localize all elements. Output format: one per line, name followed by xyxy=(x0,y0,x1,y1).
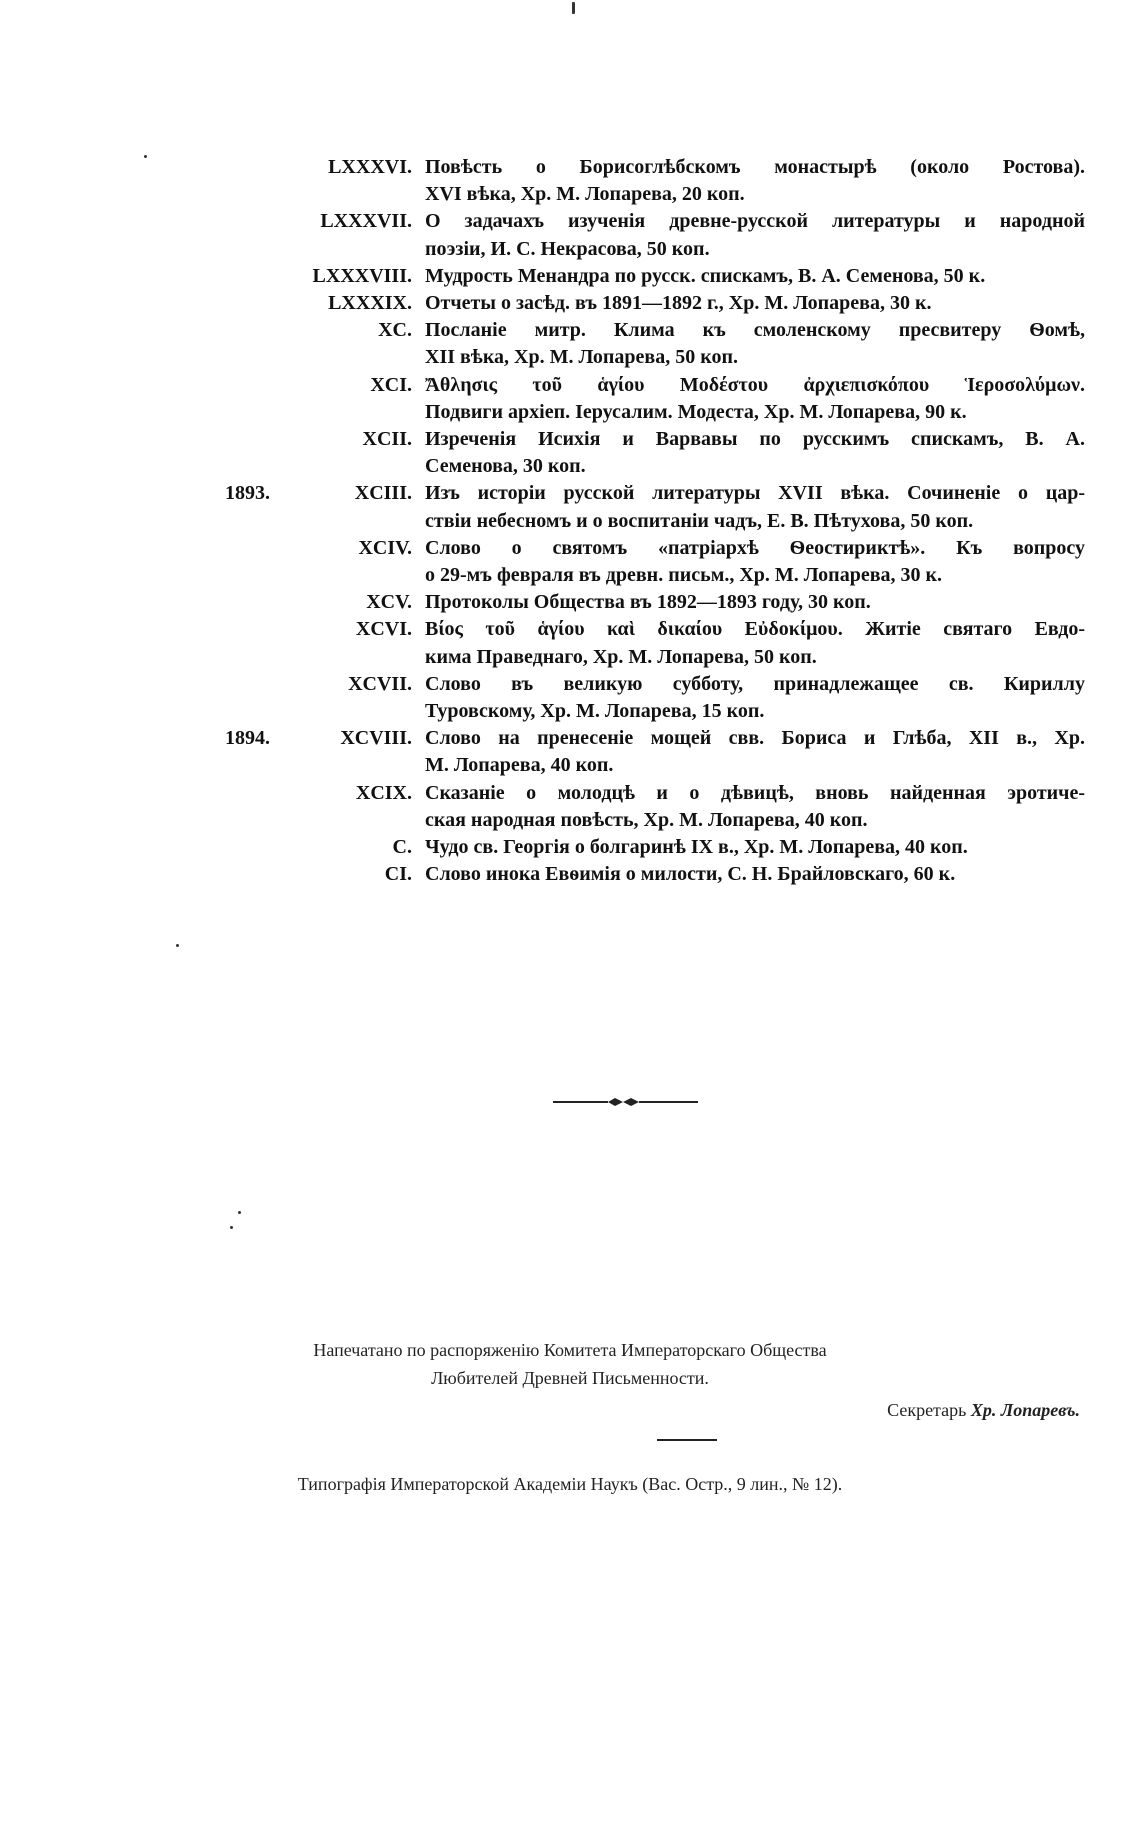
entry-text-line: Туровскому, Хр. М. Лопарева, 15 коп. xyxy=(425,699,765,722)
print-speck xyxy=(572,2,575,14)
entry-year: 1893. xyxy=(225,482,270,505)
printer-line: Типографія Императорской Академіи Наукъ (Вас. Остр., 9 лин., № 12). xyxy=(297,1474,843,1494)
entry-number: XCIII. xyxy=(354,482,412,505)
entry-text-line: Изреченія Исихія и Варвавы по русскимъ спискамъ, В. А. xyxy=(425,428,1085,450)
entry-number: XCIX. xyxy=(355,781,412,804)
entry-number: XCVII. xyxy=(348,672,412,695)
print-speck xyxy=(238,1211,241,1214)
entry-text-line: Подвиги архіеп. Іерусалим. Модеста, Хр. М. Лопарева, 90 к. xyxy=(425,400,967,423)
entry-text-line: Изъ исторіи русской литературы XVII вѣка. Сочиненіе о цар- xyxy=(425,482,1085,505)
entry-text-line: Отчеты о засѣд. въ 1891—1892 г., Хр. М. Лопарева, 30 к. xyxy=(425,292,932,314)
entry-text-line: Чудо св. Георгія о болгаринѣ IX в., Хр. М. Лопарева, 40 коп. xyxy=(425,836,968,858)
secretary-name: Хр. Лопаревъ. xyxy=(970,1400,1080,1420)
entry-number: LXXXVII. xyxy=(320,210,412,233)
entry-text-line: поэзіи, И. С. Некрасова, 50 коп. xyxy=(425,237,710,260)
entry-text-line: Сказаніе о молодцѣ и о дѣвицѣ, вновь найденная эротиче- xyxy=(425,781,1085,804)
entry-text-line: Ἄθλησις τοῦ ἁγίου Μοδέστου ἀρχιεπισκόπου Ἱεροσολύμων. xyxy=(425,373,1085,396)
entry-number: XCVIII. xyxy=(340,727,412,750)
entry-number: XCI. xyxy=(370,373,412,396)
entry-text-line: Повѣсть о Борисоглѣбскомъ монастырѣ (около Ростова). xyxy=(425,156,1085,178)
entry-number: LXXXIX. xyxy=(328,292,412,314)
entry-number: LXXXVIII. xyxy=(312,264,412,287)
entry-text-line: Посланіе митр. Клима къ смоленскому пресвитеру Ѳомѣ, xyxy=(425,319,1085,342)
secretary-label: Секретарь xyxy=(887,1400,967,1420)
entry-number: XC. xyxy=(378,319,412,342)
entry-number: CI. xyxy=(384,863,412,886)
entry-text-line: о 29-мъ февраля въ древн. письм., Хр. М. Лопарева, 30 к. xyxy=(425,563,943,586)
entry-number: XCVI. xyxy=(355,618,412,641)
secretary-signature xyxy=(887,1398,1080,1422)
entry-year: 1894. xyxy=(225,727,270,750)
entry-text-line: Слово въ великую субботу, принадлежащее св. Кириллу xyxy=(425,672,1085,695)
entry-number: LXXXVI. xyxy=(328,156,412,178)
entry-number: XCIV. xyxy=(358,536,412,559)
entry-text-line: О задачахъ изученія древне-русской литературы и народной xyxy=(425,210,1085,233)
entry-text-line: XVI вѣка, Хр. М. Лопарева, 20 коп. xyxy=(425,183,745,206)
entry-text-line: Βίος τοῦ ἁγίου καὶ δικαίου Εὐδοκίμου. Житіе святаго Евдо- xyxy=(425,618,1085,641)
entry-text-line: ская народная повѣсть, Хр. М. Лопарева, 40 коп. xyxy=(425,808,868,831)
entry-text-line: кима Праведнаго, Хр. М. Лопарева, 50 коп. xyxy=(425,645,817,668)
entry-text-line: Семенова, 30 коп. xyxy=(425,455,586,478)
ornament-divider xyxy=(553,1096,698,1108)
entry-text-line: ствіи небесномъ и о воспитаніи чадъ, Е. В. Пѣтухова, 50 коп. xyxy=(425,509,974,532)
footer-rule xyxy=(657,1439,717,1441)
entry-text-line: XII вѣка, Хр. М. Лопарева, 50 коп. xyxy=(425,346,738,369)
print-speck xyxy=(144,155,147,158)
print-speck xyxy=(230,1226,233,1229)
entry-text-line: Протоколы Общества въ 1892—1893 году, 30 коп. xyxy=(425,591,871,614)
entry-number: XCV. xyxy=(366,591,412,614)
imprint-line-2: Любителей Древней Письменности. xyxy=(431,1368,709,1388)
print-speck xyxy=(176,944,179,947)
entry-text-line: Слово инока Евѳимія о милости, С. Н. Брайловскаго, 60 к. xyxy=(425,863,956,886)
entry-number: C. xyxy=(392,836,412,858)
entry-text-line: Слово на пренесеніе мощей свв. Бориса и Глѣба, XII в., Хр. xyxy=(425,727,1085,750)
entry-text-line: Мудрость Менандра по русск. спискамъ, В. А. Семенова, 50 к. xyxy=(425,264,986,287)
entry-text-line: М. Лопарева, 40 коп. xyxy=(425,754,614,777)
entry-text-line: Слово о святомъ «патріархѣ Ѳеостириктѣ». Къ вопросу xyxy=(425,536,1085,559)
entry-number: XCII. xyxy=(362,428,412,450)
imprint-line-1: Напечатано по распоряженію Комитета Императорскаго Общества xyxy=(313,1340,827,1360)
